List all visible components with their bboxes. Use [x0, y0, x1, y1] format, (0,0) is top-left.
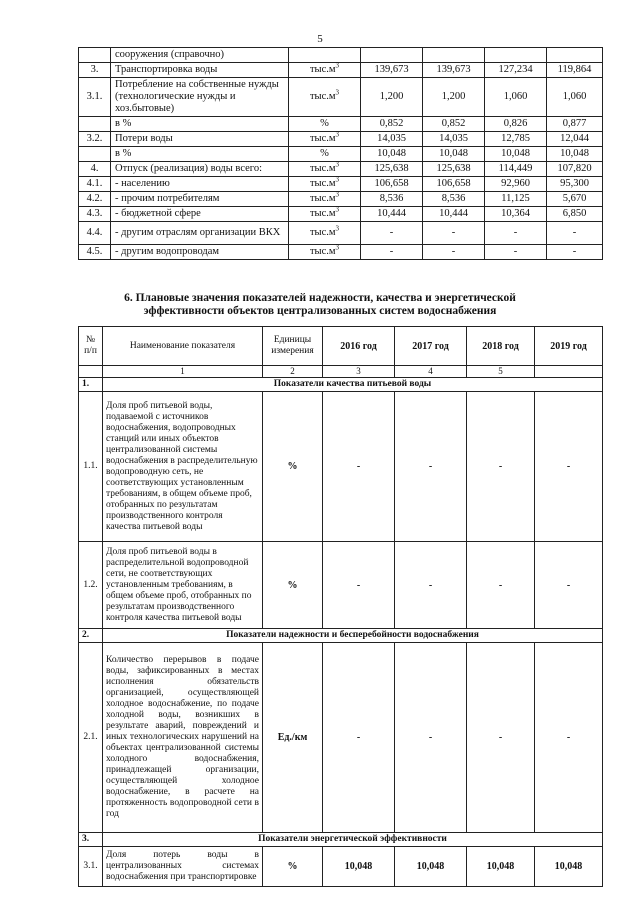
unit-text: тыс.м: [309, 163, 336, 174]
header-year-2017: 2017 год: [395, 327, 467, 366]
table-row: [79, 78, 603, 117]
value-cell: 1,060: [547, 78, 603, 117]
value-cell: 10,048: [423, 147, 485, 162]
value-cell: -: [547, 245, 603, 260]
table-row: [79, 392, 603, 542]
value-cell: 1,200: [423, 78, 485, 117]
row-unit: %: [263, 542, 323, 629]
value-cell: [547, 48, 603, 63]
section-title: Показатели энергетической эффективности: [103, 833, 603, 847]
value-cell: 125,638: [423, 162, 485, 177]
row-number: 3.: [79, 63, 111, 78]
section-title: Показатели надежности и бесперебойности водоснабжения: [103, 629, 603, 643]
row-unit: [289, 147, 361, 162]
row-name: - другим водопроводам: [111, 245, 289, 260]
row-unit: %: [263, 392, 323, 542]
value-cell: 10,444: [423, 207, 485, 222]
value-cell: 11,125: [485, 192, 547, 207]
value-cell: -: [467, 542, 535, 629]
unit-superscript: 3: [335, 205, 340, 214]
row-unit: [289, 132, 361, 147]
table-row: [79, 643, 603, 833]
value-cell: 10,364: [485, 207, 547, 222]
row-unit: [289, 245, 361, 260]
header-name: Наименование показателя: [103, 327, 263, 366]
row-unit: [289, 78, 361, 117]
table-row: [79, 192, 603, 207]
row-name: Потребление на собственные нужды (технологические нужды и хоз.бытовые): [111, 78, 289, 117]
value-cell: 106,658: [423, 177, 485, 192]
row-unit: [289, 162, 361, 177]
unit-superscript: 3: [335, 160, 340, 169]
unit-text: тыс.м: [309, 208, 336, 219]
value-cell: [361, 48, 423, 63]
indicator-name: Доля проб питьевой воды в распределительной водопроводной сети, не соответствующих установленным требованиям, в общем объеме проб, отобранных по результатам производственного контроля качества питьевой воды: [103, 542, 263, 629]
value-cell: -: [423, 222, 485, 245]
table-row: [79, 132, 603, 147]
value-cell: -: [361, 245, 423, 260]
col-number-2: 2: [263, 366, 323, 378]
table-row: [79, 207, 603, 222]
value-cell: 139,673: [423, 63, 485, 78]
row-name: в %: [111, 147, 289, 162]
row-unit: %: [263, 847, 323, 887]
value-cell: 12,785: [485, 132, 547, 147]
value-cell: 10,048: [361, 147, 423, 162]
unit-text: тыс.м: [309, 91, 336, 102]
value-cell: 6,850: [547, 207, 603, 222]
value-cell: -: [485, 245, 547, 260]
row-name: - населению: [111, 177, 289, 192]
row-unit: [289, 48, 361, 63]
row-number: 2.1.: [79, 643, 103, 833]
section-6-title: [0, 292, 640, 318]
section-number: 2.: [79, 629, 103, 643]
unit-text: %: [320, 118, 329, 129]
row-number: 1.1.: [79, 392, 103, 542]
unit-superscript: 3: [335, 88, 340, 97]
table-row: [79, 147, 603, 162]
value-cell: 119,864: [547, 63, 603, 78]
col-number-1: 1: [103, 366, 263, 378]
unit-superscript: 3: [335, 130, 340, 139]
row-number: 4.4.: [79, 222, 111, 245]
value-cell: 8,536: [423, 192, 485, 207]
value-cell: 10,048: [395, 847, 467, 887]
value-cell: 0,852: [423, 117, 485, 132]
value-cell: -: [547, 222, 603, 245]
row-name: сооружения (справочно): [111, 48, 289, 63]
header-unit: Единицы измерения: [263, 327, 323, 366]
row-number: [79, 48, 111, 63]
value-cell: -: [395, 542, 467, 629]
section-number: 3.: [79, 833, 103, 847]
value-cell: [485, 48, 547, 63]
unit-text: тыс.м: [309, 246, 336, 257]
unit-text: тыс.м: [309, 193, 336, 204]
table-row: [79, 542, 603, 629]
indicator-name: Количество перерывов в подаче воды, зафиксированных в местах исполнения обязательств организацией, осуществляющей холодное водоснабжение, по подаче холодной воды, возникших в результате аварий, повреждений и иных технологических нарушений на объектах централизованной системы холодного водоснабжения, принадлежащей организации, осуществляющей холодное водоснабжение, в расчете на протяженность водопроводной сети в год: [103, 643, 263, 833]
row-number: 4.2.: [79, 192, 111, 207]
value-cell: 0,877: [547, 117, 603, 132]
table-row: [79, 117, 603, 132]
unit-text: тыс.м: [309, 227, 336, 238]
row-name: Отпуск (реализация) воды всего:: [111, 162, 289, 177]
row-number: [79, 117, 111, 132]
unit-text: тыс.м: [309, 133, 336, 144]
value-cell: 107,820: [547, 162, 603, 177]
table-row: [79, 162, 603, 177]
header-year-2016: 2016 год: [323, 327, 395, 366]
value-cell: 14,035: [361, 132, 423, 147]
header-year-2019: 2019 год: [535, 327, 603, 366]
value-cell: 92,960: [485, 177, 547, 192]
value-cell: -: [323, 542, 395, 629]
row-unit: [289, 117, 361, 132]
indicators-table: [78, 326, 603, 887]
row-name: - бюджетной сфере: [111, 207, 289, 222]
section-6-title-line1: 6. Плановые значения показателей надежности, качества и энергетической: [124, 292, 516, 304]
row-name: - другим отраслям организации ВКХ: [111, 222, 289, 245]
section-title: Показатели качества питьевой воды: [103, 378, 603, 392]
row-number: 3.2.: [79, 132, 111, 147]
unit-text: тыс.м: [309, 178, 336, 189]
section-header-row: [79, 833, 603, 847]
row-number: 4.3.: [79, 207, 111, 222]
row-number: 1.2.: [79, 542, 103, 629]
value-cell: 127,234: [485, 63, 547, 78]
unit-superscript: 3: [335, 243, 340, 252]
row-name: Потери воды: [111, 132, 289, 147]
value-cell: -: [467, 643, 535, 833]
value-cell: 14,035: [423, 132, 485, 147]
value-cell: -: [535, 542, 603, 629]
section-header-row: [79, 629, 603, 643]
value-cell: -: [323, 392, 395, 542]
row-name: в %: [111, 117, 289, 132]
indicator-name: Доля потерь воды в централизованных системах водоснабжения при транспортировке: [103, 847, 263, 887]
unit-text: %: [320, 148, 329, 159]
header-num: № п/п: [79, 327, 103, 366]
row-number: 4.5.: [79, 245, 111, 260]
page-number: 5: [317, 33, 323, 45]
row-number: [79, 147, 111, 162]
value-cell: 1,060: [485, 78, 547, 117]
row-unit: [289, 63, 361, 78]
value-cell: 1,200: [361, 78, 423, 117]
row-number: 3.1.: [79, 847, 103, 887]
col-number-4: 4: [395, 366, 467, 378]
value-cell: 10,048: [535, 847, 603, 887]
row-number: 3.1.: [79, 78, 111, 117]
value-cell: 12,044: [547, 132, 603, 147]
value-cell: 114,449: [485, 162, 547, 177]
value-cell: -: [485, 222, 547, 245]
value-cell: 95,300: [547, 177, 603, 192]
value-cell: -: [535, 392, 603, 542]
value-cell: 139,673: [361, 63, 423, 78]
value-cell: -: [423, 245, 485, 260]
value-cell: -: [323, 643, 395, 833]
value-cell: 0,852: [361, 117, 423, 132]
unit-superscript: 3: [335, 224, 340, 233]
row-number: 4.1.: [79, 177, 111, 192]
value-cell: -: [361, 222, 423, 245]
value-cell: 10,444: [361, 207, 423, 222]
table-row: [79, 48, 603, 63]
value-cell: 8,536: [361, 192, 423, 207]
section-number: 1.: [79, 378, 103, 392]
value-cell: -: [535, 643, 603, 833]
value-cell: 10,048: [547, 147, 603, 162]
value-cell: 10,048: [467, 847, 535, 887]
unit-text: тыс.м: [309, 64, 336, 75]
value-cell: 0,826: [485, 117, 547, 132]
col-number-5: 5: [467, 366, 535, 378]
col-number-3: 3: [323, 366, 395, 378]
value-cell: 5,670: [547, 192, 603, 207]
row-unit: [289, 207, 361, 222]
water-balance-table: [78, 47, 603, 260]
unit-superscript: 3: [335, 190, 340, 199]
value-cell: -: [395, 643, 467, 833]
value-cell: [423, 48, 485, 63]
value-cell: -: [395, 392, 467, 542]
section-6-title-line2: эффективности объектов централизованных систем водоснабжения: [143, 305, 497, 317]
value-cell: 106,658: [361, 177, 423, 192]
value-cell: 125,638: [361, 162, 423, 177]
row-name: Транспортировка воды: [111, 63, 289, 78]
unit-superscript: 3: [335, 61, 340, 70]
row-unit: [289, 177, 361, 192]
table-row: [79, 847, 603, 887]
value-cell: -: [467, 392, 535, 542]
table-row: [79, 245, 603, 260]
value-cell: 10,048: [485, 147, 547, 162]
value-cell: 10,048: [323, 847, 395, 887]
row-unit: [289, 192, 361, 207]
row-unit: [289, 222, 361, 245]
column-number-row: [79, 366, 603, 378]
header-row: [79, 327, 603, 366]
indicator-name: Доля проб питьевой воды, подаваемой с источников водоснабжения, водопроводных станций или иных объектов централизованной системы водоснабжения в распределительную водопроводную сеть, не соответствующих установленным требованиям, в общем объеме проб, отобранных по результатам производственного контроля качества питьевой воды: [103, 392, 263, 542]
table-row: [79, 222, 603, 245]
row-number: 4.: [79, 162, 111, 177]
section-header-row: [79, 378, 603, 392]
unit-superscript: 3: [335, 175, 340, 184]
header-year-2018: 2018 год: [467, 327, 535, 366]
row-name: - прочим потребителям: [111, 192, 289, 207]
table-row: [79, 63, 603, 78]
table-row: [79, 177, 603, 192]
row-unit: Ед./км: [263, 643, 323, 833]
